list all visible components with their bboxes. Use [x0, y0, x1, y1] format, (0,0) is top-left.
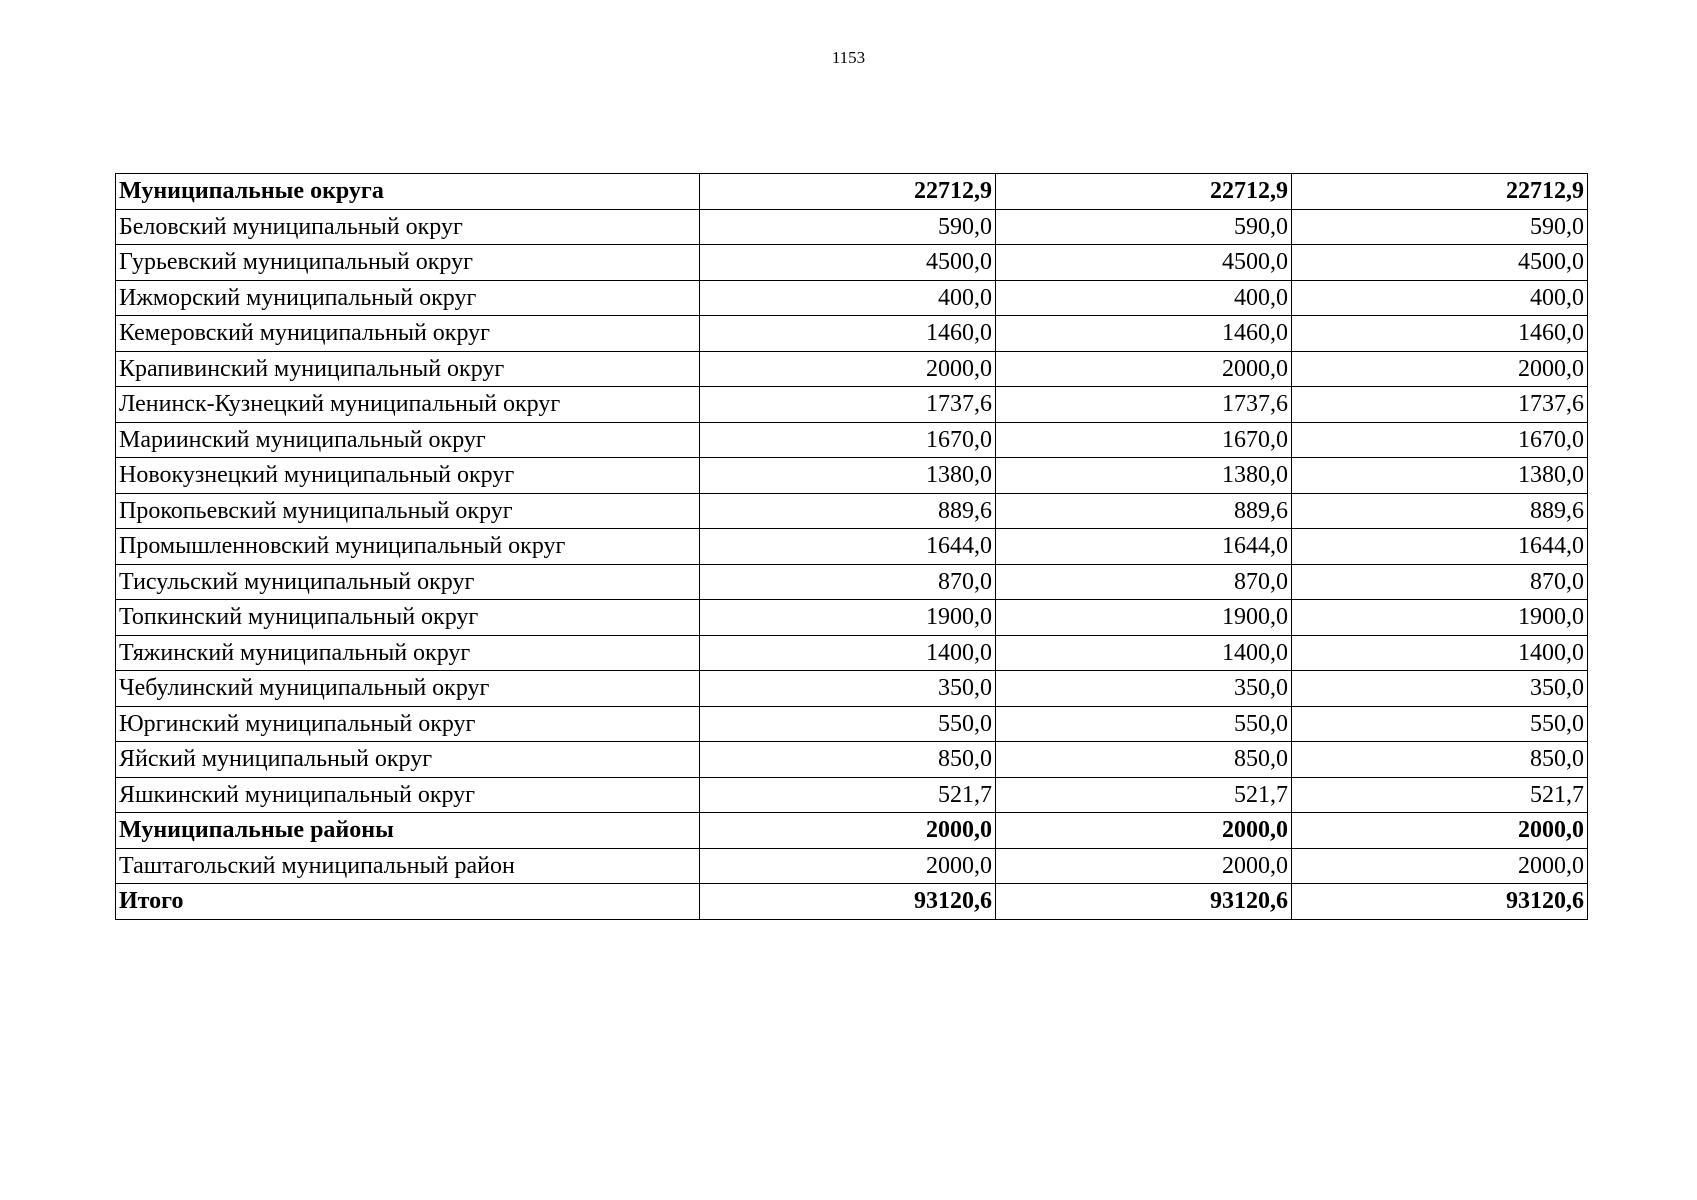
value-cell: 1380,0	[1292, 458, 1588, 494]
row-name-cell: Итого	[116, 884, 700, 920]
row-name-cell: Новокузнецкий муниципальный округ	[116, 458, 700, 494]
value-cell: 1380,0	[996, 458, 1292, 494]
row-name-cell: Кемеровский муниципальный округ	[116, 316, 700, 352]
table-row	[116, 458, 1588, 494]
value-cell: 1400,0	[996, 635, 1292, 671]
value-cell: 889,6	[1292, 493, 1588, 529]
table-row	[116, 671, 1588, 707]
value-cell: 22712,9	[700, 174, 996, 210]
value-cell: 889,6	[700, 493, 996, 529]
value-cell: 1900,0	[700, 600, 996, 636]
value-cell: 350,0	[996, 671, 1292, 707]
value-cell: 93120,6	[700, 884, 996, 920]
value-cell: 350,0	[1292, 671, 1588, 707]
row-name-cell: Яшкинский муниципальный округ	[116, 777, 700, 813]
value-cell: 400,0	[700, 280, 996, 316]
row-name-cell: Тисульский муниципальный округ	[116, 564, 700, 600]
value-cell: 1400,0	[700, 635, 996, 671]
table-row	[116, 422, 1588, 458]
table-body	[116, 174, 1588, 920]
table-row-total	[116, 884, 1588, 920]
row-name-cell: Муниципальные округа	[116, 174, 700, 210]
table-row	[116, 742, 1588, 778]
table-row	[116, 387, 1588, 423]
row-name-cell: Муниципальные районы	[116, 813, 700, 849]
value-cell: 521,7	[996, 777, 1292, 813]
row-name-cell: Яйский муниципальный округ	[116, 742, 700, 778]
value-cell: 1737,6	[1292, 387, 1588, 423]
value-cell: 550,0	[1292, 706, 1588, 742]
value-cell: 850,0	[700, 742, 996, 778]
value-cell: 4500,0	[1292, 245, 1588, 281]
value-cell: 22712,9	[1292, 174, 1588, 210]
value-cell: 1644,0	[996, 529, 1292, 565]
row-name-cell: Чебулинский муниципальный округ	[116, 671, 700, 707]
value-cell: 870,0	[700, 564, 996, 600]
value-cell: 2000,0	[996, 351, 1292, 387]
table-row	[116, 245, 1588, 281]
row-name-cell: Юргинский муниципальный округ	[116, 706, 700, 742]
value-cell: 1900,0	[1292, 600, 1588, 636]
value-cell: 2000,0	[1292, 848, 1588, 884]
value-cell: 1460,0	[996, 316, 1292, 352]
row-name-cell: Беловский муниципальный округ	[116, 209, 700, 245]
value-cell: 1670,0	[1292, 422, 1588, 458]
row-name-cell: Промышленновский муниципальный округ	[116, 529, 700, 565]
value-cell: 521,7	[1292, 777, 1588, 813]
row-name-cell: Таштагольский муниципальный район	[116, 848, 700, 884]
table-row	[116, 280, 1588, 316]
value-cell: 400,0	[1292, 280, 1588, 316]
value-cell: 1644,0	[700, 529, 996, 565]
value-cell: 850,0	[996, 742, 1292, 778]
row-name-cell: Тяжинский муниципальный округ	[116, 635, 700, 671]
table-row	[116, 493, 1588, 529]
table-row	[116, 848, 1588, 884]
table-row	[116, 706, 1588, 742]
value-cell: 2000,0	[700, 848, 996, 884]
value-cell: 2000,0	[996, 848, 1292, 884]
value-cell: 93120,6	[996, 884, 1292, 920]
table-row	[116, 316, 1588, 352]
row-name-cell: Ленинск-Кузнецкий муниципальный округ	[116, 387, 700, 423]
value-cell: 2000,0	[1292, 351, 1588, 387]
table-row	[116, 209, 1588, 245]
value-cell: 889,6	[996, 493, 1292, 529]
row-name-cell: Ижморский муниципальный округ	[116, 280, 700, 316]
value-cell: 590,0	[700, 209, 996, 245]
table-row	[116, 529, 1588, 565]
value-cell: 22712,9	[996, 174, 1292, 210]
value-cell: 850,0	[1292, 742, 1588, 778]
page-number: 1153	[831, 48, 866, 67]
value-cell: 350,0	[700, 671, 996, 707]
table-row	[116, 777, 1588, 813]
value-cell: 1670,0	[996, 422, 1292, 458]
table-row	[116, 564, 1588, 600]
row-name-cell: Мариинский муниципальный округ	[116, 422, 700, 458]
value-cell: 1670,0	[700, 422, 996, 458]
value-cell: 2000,0	[1292, 813, 1588, 849]
row-name-cell: Крапивинский муниципальный округ	[116, 351, 700, 387]
value-cell: 1460,0	[1292, 316, 1588, 352]
row-name-cell: Гурьевский муниципальный округ	[116, 245, 700, 281]
value-cell: 590,0	[996, 209, 1292, 245]
row-name-cell: Топкинский муниципальный округ	[116, 600, 700, 636]
value-cell: 2000,0	[700, 813, 996, 849]
table-row	[116, 351, 1588, 387]
value-cell: 1380,0	[700, 458, 996, 494]
value-cell: 4500,0	[700, 245, 996, 281]
table-row-total	[116, 813, 1588, 849]
value-cell: 93120,6	[1292, 884, 1588, 920]
value-cell: 521,7	[700, 777, 996, 813]
value-cell: 1400,0	[1292, 635, 1588, 671]
value-cell: 1737,6	[996, 387, 1292, 423]
table-row	[116, 635, 1588, 671]
value-cell: 1737,6	[700, 387, 996, 423]
value-cell: 4500,0	[996, 245, 1292, 281]
value-cell: 550,0	[700, 706, 996, 742]
table-row-total	[116, 174, 1588, 210]
value-cell: 870,0	[996, 564, 1292, 600]
value-cell: 400,0	[996, 280, 1292, 316]
table-row	[116, 600, 1588, 636]
value-cell: 2000,0	[996, 813, 1292, 849]
value-cell: 870,0	[1292, 564, 1588, 600]
budget-table	[115, 173, 1588, 920]
value-cell: 1460,0	[700, 316, 996, 352]
value-cell: 1644,0	[1292, 529, 1588, 565]
value-cell: 590,0	[1292, 209, 1588, 245]
value-cell: 550,0	[996, 706, 1292, 742]
value-cell: 1900,0	[996, 600, 1292, 636]
value-cell: 2000,0	[700, 351, 996, 387]
row-name-cell: Прокопьевский муниципальный округ	[116, 493, 700, 529]
